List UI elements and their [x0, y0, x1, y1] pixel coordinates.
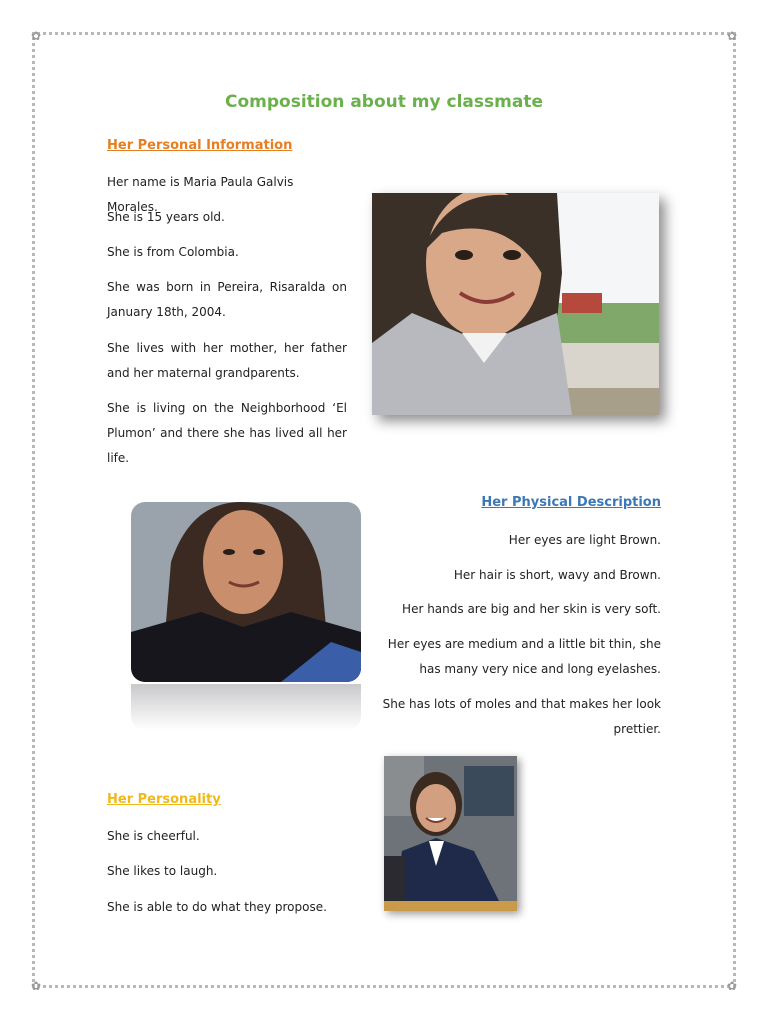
personality-line: She likes to laugh.	[107, 864, 218, 878]
personality-line: She is able to do what they propose.	[107, 900, 327, 914]
personal-line: She is from Colombia.	[107, 245, 239, 259]
personal-line: She lives with her mother, her father and her maternal grandparents.	[107, 341, 347, 380]
border-corner-ornament-icon: ✿	[30, 29, 42, 43]
physical-line: Her eyes are light Brown.	[508, 533, 661, 547]
photo-reflection	[131, 684, 361, 730]
personality-heading: Her Personality	[107, 792, 221, 807]
classmate-photo-classroom	[384, 756, 517, 911]
physical-description-heading: Her Physical Description	[481, 495, 661, 510]
personality-line: She is cheerful.	[107, 829, 200, 843]
classmate-photo-selfie	[372, 193, 659, 415]
personal-line: Her name is Maria Paula Galvis Morales.	[107, 175, 294, 214]
personal-information-heading: Her Personal Information	[107, 138, 293, 153]
physical-line: She has lots of moles and that makes her look prettier.	[382, 697, 661, 736]
personal-line: She was born in Pereira, Risaralda on January 18th, 2004.	[107, 280, 347, 319]
physical-line: Her hair is short, wavy and Brown.	[453, 568, 661, 582]
physical-line: Her eyes are medium and a little bit thin, she has many very nice and long eyelashes.	[387, 637, 661, 676]
personal-line: She is living on the Neighborhood ‘El Plumon’ and there she has lived all her life.	[107, 401, 347, 465]
page-title: Composition about my classmate	[225, 92, 543, 112]
personal-line: She is 15 years old.	[107, 210, 225, 224]
physical-line: Her hands are big and her skin is very soft.	[402, 602, 661, 616]
border-corner-ornament-icon: ✿	[726, 979, 738, 993]
border-corner-ornament-icon: ✿	[726, 29, 738, 43]
border-corner-ornament-icon: ✿	[30, 979, 42, 993]
classmate-photo-portrait	[131, 502, 361, 682]
